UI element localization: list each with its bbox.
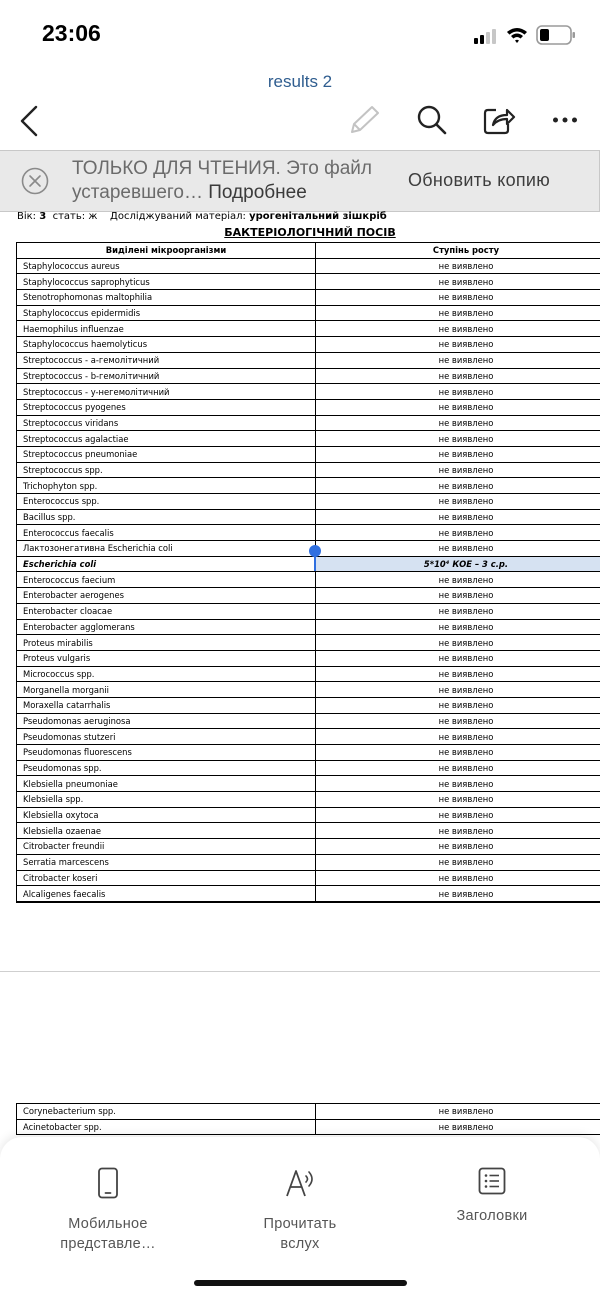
organism-name: Enterococcus faecalis xyxy=(17,525,316,541)
organism-name: Streptococcus pyogenes xyxy=(17,399,316,415)
mobile-view-button[interactable] xyxy=(18,1167,198,1254)
section-title: БАКТЕРІОЛОГІЧНИЙ ПОСІВ xyxy=(224,226,396,239)
back-chevron-icon[interactable] xyxy=(18,104,40,138)
table-row xyxy=(17,588,600,604)
edit-pencil-icon[interactable] xyxy=(348,104,382,136)
organism-name: Enterobacter aerogenes xyxy=(17,588,316,604)
growth-result: не виявлено xyxy=(316,839,600,855)
organism-name: Klebsiella oxytoca xyxy=(17,807,316,823)
organism-name: Enterobacter cloacae xyxy=(17,603,316,619)
growth-result: не виявлено xyxy=(316,807,600,823)
table-row xyxy=(17,556,600,572)
battery-icon xyxy=(536,25,576,45)
organism-name: Corynebacterium spp. xyxy=(17,1104,316,1120)
results-table xyxy=(16,242,600,903)
table-row xyxy=(17,807,600,823)
growth-result: не виявлено xyxy=(316,399,600,415)
table-row xyxy=(17,603,600,619)
growth-result: 5*10⁴ КОЕ – 3 с.р. xyxy=(316,556,600,572)
table-row xyxy=(17,745,600,761)
organism-name: Trichophyton spp. xyxy=(17,478,316,494)
table-row xyxy=(17,525,600,541)
material-value: урогенітальний зішкріб xyxy=(249,211,387,222)
organism-name: Klebsiella pneumoniae xyxy=(17,776,316,792)
search-icon[interactable] xyxy=(416,104,448,136)
organism-name: Enterococcus faecium xyxy=(17,572,316,588)
growth-result: не виявлено xyxy=(316,1104,600,1120)
results-table-continued xyxy=(16,1103,600,1135)
read-only-banner xyxy=(0,150,600,212)
table-row xyxy=(17,792,600,808)
table-row xyxy=(17,258,600,274)
organism-name: Acinetobacter spp. xyxy=(17,1119,316,1135)
selection-handle-stem xyxy=(314,555,316,571)
age-label: Вік: xyxy=(17,211,37,222)
table-row xyxy=(17,1104,600,1120)
growth-result: не виявлено xyxy=(316,431,600,447)
organism-name: Лактозонегативна Escherichia coli xyxy=(17,541,316,557)
table-row xyxy=(17,399,600,415)
organism-name: Pseudomonas stutzeri xyxy=(17,729,316,745)
table-row xyxy=(17,823,600,839)
table-row xyxy=(17,682,600,698)
table-row xyxy=(17,274,600,290)
column-header-microorganisms: Виділені мікроорганізми xyxy=(17,243,316,259)
cellular-signal-icon xyxy=(474,28,500,44)
table-row xyxy=(17,666,600,682)
growth-result: не виявлено xyxy=(316,415,600,431)
material-label: Досліджуваний матеріал: xyxy=(110,211,246,222)
organism-name: Enterobacter agglomerans xyxy=(17,619,316,635)
share-icon[interactable] xyxy=(482,104,516,136)
organism-name: Streptococcus - y-негемолітичний xyxy=(17,384,316,400)
table-row xyxy=(17,886,600,902)
organism-name: Moraxella catarrhalis xyxy=(17,697,316,713)
table-row xyxy=(17,431,600,447)
status-time: 23:06 xyxy=(42,20,101,46)
growth-result: не виявлено xyxy=(316,588,600,604)
table-row xyxy=(17,290,600,306)
growth-result: не виявлено xyxy=(316,368,600,384)
growth-result: не виявлено xyxy=(316,697,600,713)
growth-result: не виявлено xyxy=(316,729,600,745)
table-row xyxy=(17,572,600,588)
wifi-icon xyxy=(506,26,528,44)
home-indicator xyxy=(194,1280,407,1286)
organism-name: Escherichia coli xyxy=(17,556,316,572)
growth-result: не виявлено xyxy=(316,290,600,306)
table-row xyxy=(17,650,600,666)
growth-result: не виявлено xyxy=(316,792,600,808)
organism-name: Pseudomonas fluorescens xyxy=(17,745,316,761)
organism-name: Proteus mirabilis xyxy=(17,635,316,651)
table-row xyxy=(17,854,600,870)
table-row xyxy=(17,305,600,321)
headings-list-icon xyxy=(478,1167,506,1195)
organism-name: Staphylococcus aureus xyxy=(17,258,316,274)
table-row xyxy=(17,494,600,510)
organism-name: Staphylococcus haemolyticus xyxy=(17,337,316,353)
patient-info-line xyxy=(17,211,387,222)
growth-result: не виявлено xyxy=(316,745,600,761)
growth-result: не виявлено xyxy=(316,352,600,368)
growth-result: не виявлено xyxy=(316,603,600,619)
banner-message-text: ТОЛЬКО ДЛЯ ЧТЕНИЯ. Это файл устаревшего… xyxy=(72,158,372,203)
growth-result: не виявлено xyxy=(316,682,600,698)
growth-result: не виявлено xyxy=(316,321,600,337)
read-aloud-icon xyxy=(284,1167,316,1199)
table-row xyxy=(17,384,600,400)
organism-name: Serratia marcescens xyxy=(17,854,316,870)
organism-name: Haemophilus influenzae xyxy=(17,321,316,337)
table-row xyxy=(17,462,600,478)
table-row xyxy=(17,870,600,886)
organism-name: Streptococcus viridans xyxy=(17,415,316,431)
organism-name: Staphylococcus epidermidis xyxy=(17,305,316,321)
mobile-view-label: Мобильное представле… xyxy=(60,1216,156,1252)
growth-result: не виявлено xyxy=(316,776,600,792)
growth-result: не виявлено xyxy=(316,525,600,541)
table-row xyxy=(17,415,600,431)
column-header-growth: Ступінь росту xyxy=(316,243,600,259)
growth-result: не виявлено xyxy=(316,886,600,902)
growth-result: не виявлено xyxy=(316,494,600,510)
growth-result: не виявлено xyxy=(316,635,600,651)
growth-result: не виявлено xyxy=(316,478,600,494)
organism-name: Proteus vulgaris xyxy=(17,650,316,666)
growth-result: не виявлено xyxy=(316,713,600,729)
organism-name: Citrobacter koseri xyxy=(17,870,316,886)
organism-name: Streptococcus spp. xyxy=(17,462,316,478)
headings-button[interactable] xyxy=(402,1167,582,1226)
more-options-icon[interactable] xyxy=(552,116,578,124)
organism-name: Klebsiella ozaenae xyxy=(17,823,316,839)
table-row xyxy=(17,321,600,337)
table-row xyxy=(17,839,600,855)
table-row xyxy=(17,697,600,713)
organism-name: Citrobacter freundii xyxy=(17,839,316,855)
growth-result: не виявлено xyxy=(316,1119,600,1135)
organism-name: Morganella morganii xyxy=(17,682,316,698)
growth-result: не виявлено xyxy=(316,384,600,400)
document-title: results 2 xyxy=(267,72,333,91)
growth-result: не виявлено xyxy=(316,823,600,839)
table-row xyxy=(17,368,600,384)
growth-result: не виявлено xyxy=(316,854,600,870)
growth-result: не виявлено xyxy=(316,337,600,353)
learn-more-link[interactable]: Подробнее xyxy=(208,182,307,203)
growth-result: не виявлено xyxy=(316,305,600,321)
age-value: 3 xyxy=(39,211,47,222)
organism-name: Pseudomonas spp. xyxy=(17,760,316,776)
table-row xyxy=(17,352,600,368)
growth-result: не виявлено xyxy=(316,462,600,478)
growth-result: не виявлено xyxy=(316,446,600,462)
growth-result: не виявлено xyxy=(316,258,600,274)
organism-name: Enterococcus spp. xyxy=(17,494,316,510)
growth-result: не виявлено xyxy=(316,509,600,525)
growth-result: не виявлено xyxy=(316,572,600,588)
table-row xyxy=(17,713,600,729)
update-copy-button[interactable]: Обновить копию xyxy=(408,170,551,190)
read-aloud-label: Прочитать вслух xyxy=(263,1216,337,1252)
table-row xyxy=(17,776,600,792)
dismiss-close-icon[interactable] xyxy=(21,167,49,195)
phone-icon xyxy=(97,1167,119,1199)
table-row xyxy=(17,478,600,494)
table-row xyxy=(17,760,600,776)
organism-name: Streptococcus agalactiae xyxy=(17,431,316,447)
organism-name: Staphylococcus saprophyticus xyxy=(17,274,316,290)
organism-name: Bacillus spp. xyxy=(17,509,316,525)
banner-message xyxy=(72,157,402,205)
growth-result: не виявлено xyxy=(316,619,600,635)
organism-name: Stenotrophomonas maltophilia xyxy=(17,290,316,306)
organism-name: Streptococcus pneumoniae xyxy=(17,446,316,462)
organism-name: Pseudomonas aeruginosa xyxy=(17,713,316,729)
growth-result: не виявлено xyxy=(316,650,600,666)
growth-result: не виявлено xyxy=(316,666,600,682)
table-row xyxy=(17,509,600,525)
table-row xyxy=(17,1119,600,1135)
organism-name: Klebsiella spp. xyxy=(17,792,316,808)
growth-result: не виявлено xyxy=(316,541,600,557)
bottom-action-sheet xyxy=(0,1137,600,1297)
growth-result: не виявлено xyxy=(316,760,600,776)
organism-name: Micrococcus spp. xyxy=(17,666,316,682)
table-row xyxy=(17,337,600,353)
sex-value: ж xyxy=(88,211,98,222)
table-row xyxy=(17,635,600,651)
sex-label: стать: xyxy=(52,211,86,222)
table-row xyxy=(17,446,600,462)
growth-result: не виявлено xyxy=(316,870,600,886)
table-row xyxy=(17,729,600,745)
organism-name: Alcaligenes faecalis xyxy=(17,886,316,902)
headings-label: Заголовки xyxy=(456,1208,528,1224)
page-break-divider xyxy=(0,971,600,972)
growth-result: не виявлено xyxy=(316,274,600,290)
table-row xyxy=(17,619,600,635)
read-aloud-button[interactable] xyxy=(210,1167,390,1254)
organism-name: Streptococcus - b-гемолітичний xyxy=(17,368,316,384)
organism-name: Streptococcus - a-гемолітичний xyxy=(17,352,316,368)
